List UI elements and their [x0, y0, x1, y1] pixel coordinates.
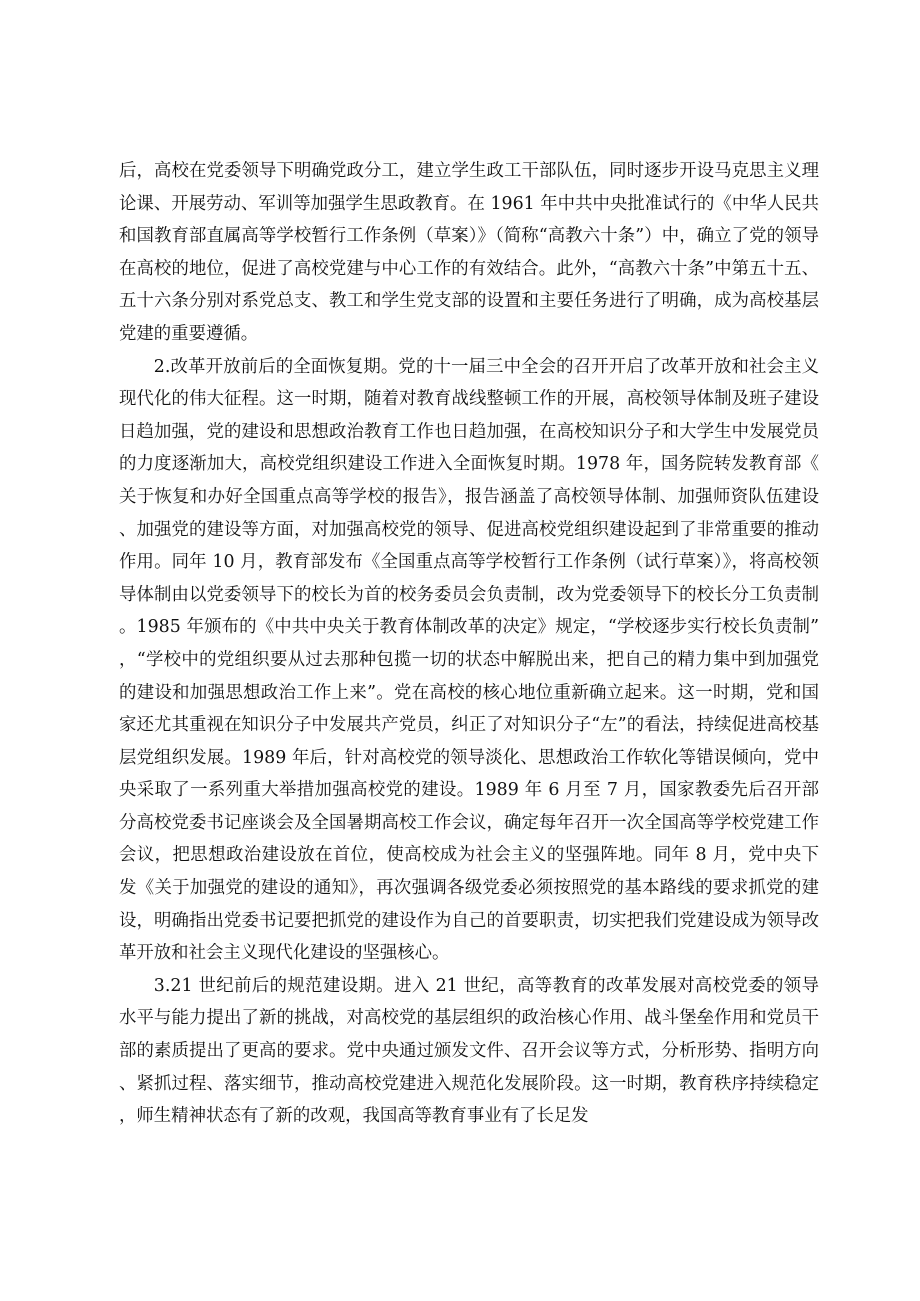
paragraph-continuation: 后，高校在党委领导下明确党政分工，建立学生政工干部队伍，同时逐步开设马克思主义理论课、开展劳动、军训等加强学生思政教育。在 1961 年中共中央批准试行的《中华人民共和国教育部直属高等学校暂行工作条例（草案）》（简称“高教六十条”）中，确立了党的领导在高校的地位，促进了高校党建与中心工作的有效结合。此外，“高教六十条”中第五十五、五十六条分别对系党总支、教工和学生党支部的设置和主要任务进行了明确，成为高校基层党建的重要遵循。 [119, 161, 819, 344]
paragraph-21st-century-period: 3.21 世纪前后的规范建设期。进入 21 世纪，高等教育的改革发展对高校党委的领导水平与能力提出了新的挑战，对高校党的基层组织的政治核心作用、战斗堡垒作用和党员干部的素质提出了更高的要求。党中央通过颁发文件、召开会议等方式，分析形势、指明方向、紧抓过程、落实细节，推动高校党建进入规范化发展阶段。这一时期，教育秩序持续稳定，师生精神状态有了新的改观，我国高等教育事业有了长足发 [119, 975, 819, 1127]
paragraph-reform-period: 2.改革开放前后的全面恢复期。党的十一届三中全会的召开开启了改革开放和社会主义现代化的伟大征程。这一时期，随着对教育战线整顿工作的开展，高校领导体制及班子建设日趋加强，党的建设和思想政治教育工作也日趋加强，在高校知识分子和大学生中发展党员的力度逐渐加大，高校党组织建设工作进入全面恢复时期。1978 年，国务院转发教育部《关于恢复和办好全国重点高等学校的报告》，报告涵盖了高校领导体制、加强师资队伍建设、加强党的建设等方面，对加强高校党的领导、促进高校党组织建设起到了非常重要的推动作用。同年 10 月，教育部发布《全国重点高等学校暂行工作条例（试行草案）》，将高校领导体制由以党委领导下的校长为首的校务委员会负责制，改为党委领导下的校长分工负责制。1985 年颁布的《中共中央关于教育体制改革的决定》规定，“学校逐步实行校长负责制”，“学校中的党组织要从过去那种包揽一切的状态中解脱出来，把自己的精力集中到加强党的建设和加强思想政治工作上来”。党在高校的核心地位重新确立起来。这一时期，党和国家还尤其重视在知识分子中发展共产党员，纠正了对知识分子“左”的看法，持续促进高校基层党组织发展。1989 年后，针对高校党的领导淡化、思想政治工作软化等错误倾向，党中央采取了一系列重大举措加强高校党的建设。1989 年 6 月至 7 月，国家教委先后召开部分高校党委书记座谈会及全国暑期高校工作会议，确定每年召开一次全国高等学校党建工作会议，把思想政治建设放在首位，使高校成为社会主义的坚强阵地。同年 8 月，党中央下发《关于加强党的建设的通知》，再次强调各级党委必须按照党的基本路线的要求抓党的建设，明确指出党委书记要把抓党的建设作为自己的首要职责，切实把我们党建设成为领导改革开放和社会主义现代化建设的坚强核心。 [119, 356, 819, 964]
document-body [119, 155, 819, 1133]
